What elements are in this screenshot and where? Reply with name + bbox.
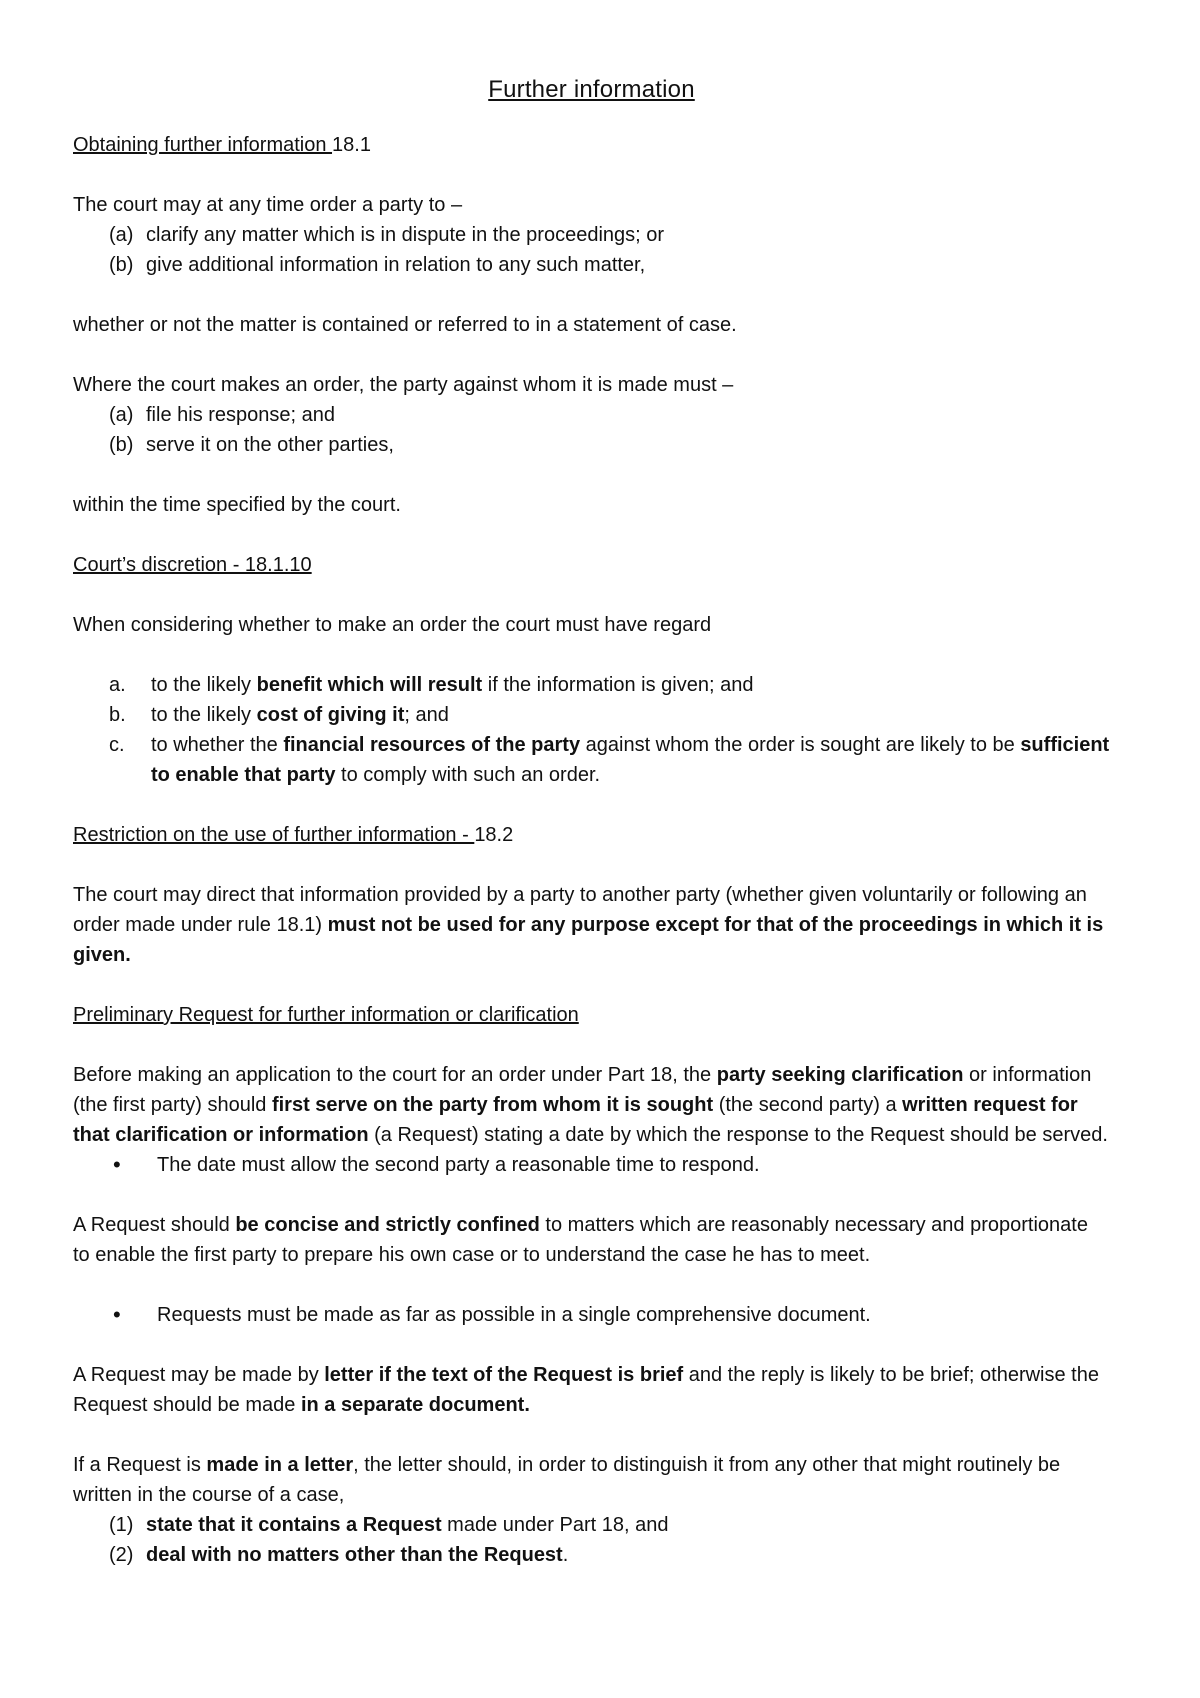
paragraph: The court may direct that information provided by a party to another party (whether given voluntarily or following an order made under rule 18.1) must not be used for any purpose except for that of the proceedings in which it is given. (73, 884, 1104, 966)
paragraph: within the time specified by the court. (73, 494, 401, 516)
list-item (73, 400, 1110, 430)
list-item (73, 250, 1110, 280)
section-heading-preliminary-request: Preliminary Request for further information or clarification (73, 1004, 579, 1026)
list-text: to the likely cost of giving it; and (151, 704, 449, 726)
heading-text: Obtaining further information (73, 134, 333, 156)
bullet-icon: • (113, 1302, 121, 1327)
list-text: serve it on the other parties, (146, 434, 394, 456)
list-text: deal with no matters other than the Request. (146, 1544, 569, 1566)
list-label: b. (109, 704, 126, 726)
paragraph: whether or not the matter is contained or referred to in a statement of case. (73, 314, 737, 336)
list-item (73, 670, 1110, 700)
bullet-icon: • (113, 1152, 121, 1177)
list-text: give additional information in relation to any such matter, (146, 254, 646, 276)
list-label: a. (109, 674, 126, 696)
paragraph: If a Request is made in a letter, the letter should, in order to distinguish it from any other that might routinely be written in the course of a case, (73, 1454, 1061, 1506)
paragraph: A Request may be made by letter if the text of the Request is brief and the reply is likely to be brief; otherwise the Request should be made in a separate document. (73, 1364, 1099, 1416)
paragraph: Where the court makes an order, the party against whom it is made must – (73, 374, 734, 396)
page-title: Further information (488, 76, 695, 103)
list-item (73, 700, 1110, 730)
heading-text: Restriction on the use of further information - (73, 824, 475, 846)
list-label: c. (109, 734, 125, 756)
heading-ref: 18.2 (474, 824, 514, 846)
heading-ref: 18.1 (332, 134, 371, 156)
paragraph: The court may at any time order a party to – (73, 194, 463, 216)
list-item (73, 1510, 1110, 1540)
list-item (73, 1540, 1110, 1570)
list-label: (1) (109, 1514, 134, 1536)
list-label: (a) (109, 224, 134, 246)
list-text: The date must allow the second party a reasonable time to respond. (157, 1154, 760, 1176)
paragraph: Before making an application to the court for an order under Part 18, the party seeking clarification or information (the first party) should first serve on the party from whom it is sought (the second party) a written request for that clarification or information (a Request) stating a date by which the response to the Request should be served. (73, 1064, 1108, 1146)
list-label: (b) (109, 434, 134, 456)
paragraph: A Request should be concise and strictly confined to matters which are reasonably necessary and proportionate to enable the first party to prepare his own case or to understand the case he has to meet. (73, 1214, 1088, 1266)
section-heading-discretion: Court’s discretion - 18.1.10 (73, 554, 312, 576)
list-item (73, 730, 1110, 790)
list-text: to the likely benefit which will result if the information is given; and (151, 674, 754, 696)
list-text: to whether the financial resources of the party against whom the order is sought are likely to be sufficient to enable that party to comply with such an order. (151, 734, 1110, 786)
section-heading-obtaining (73, 130, 1110, 160)
list-label: (2) (109, 1544, 134, 1566)
section-heading-restriction (73, 820, 1110, 850)
list-item (73, 430, 1110, 460)
list-text: Requests must be made as far as possible in a single comprehensive document. (157, 1304, 871, 1326)
list-label: (b) (109, 254, 134, 276)
list-text: state that it contains a Request made under Part 18, and (146, 1514, 669, 1536)
list-text: file his response; and (146, 404, 336, 426)
paragraph: When considering whether to make an order the court must have regard (73, 614, 712, 636)
bullet-item (73, 1300, 1110, 1330)
list-item (73, 220, 1110, 250)
list-text: clarify any matter which is in dispute in the proceedings; or (146, 224, 665, 246)
list-label: (a) (109, 404, 134, 426)
bullet-item (73, 1150, 1110, 1180)
